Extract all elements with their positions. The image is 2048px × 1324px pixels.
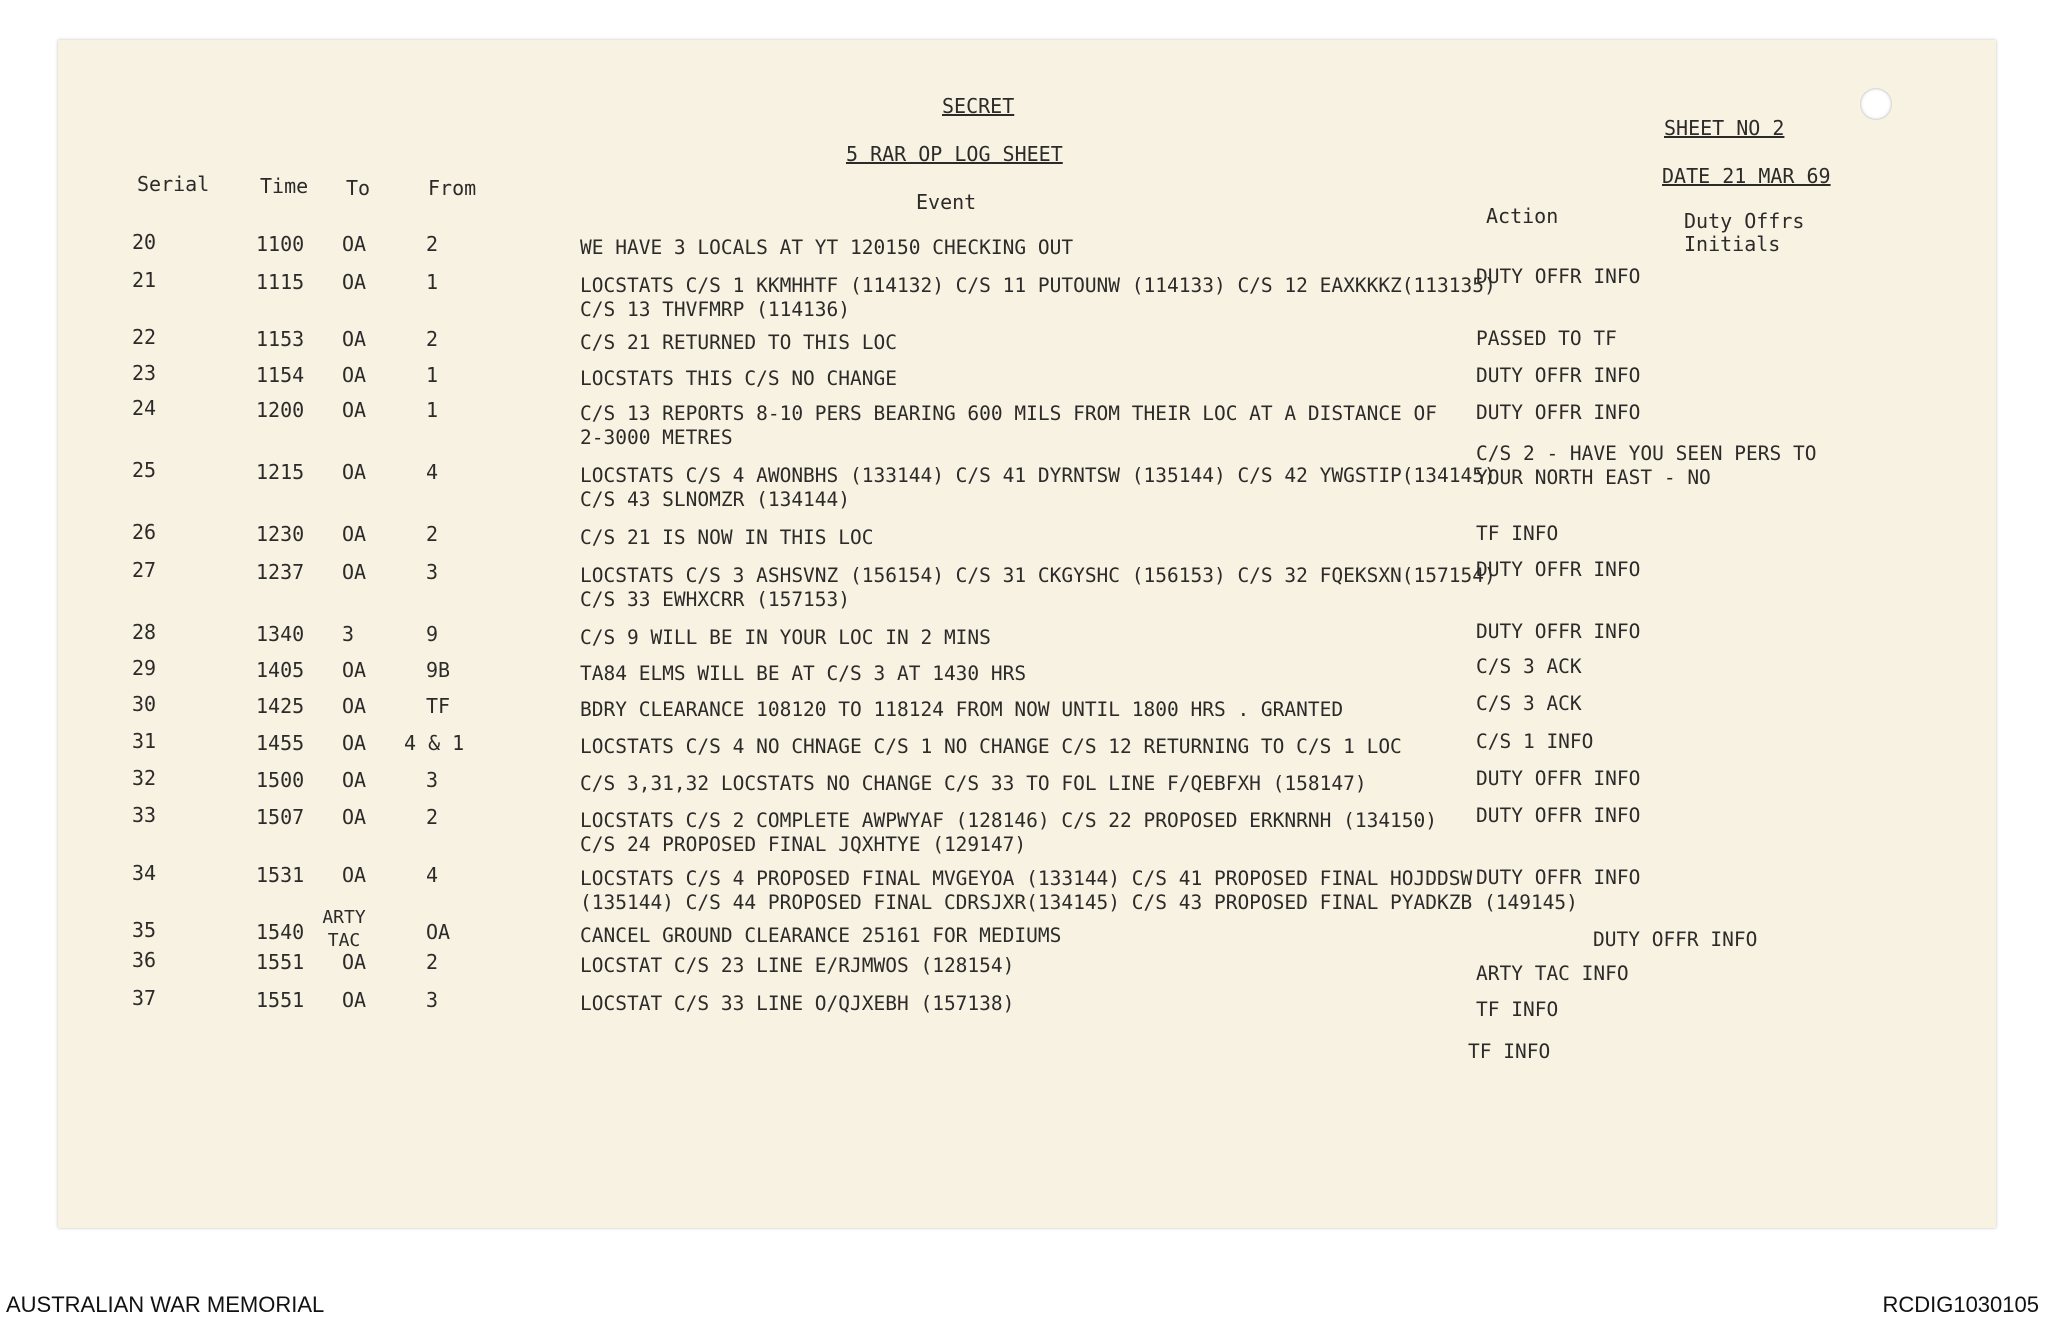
event-cell: LOCSTATS C/S 3 ASHSVNZ (156154) C/S 31 CKGYSHC (156153) C/S 32 FQEKSXN(157154) C/S 33 EWHXCRR (157153): [580, 564, 1496, 611]
to-cell: 3: [342, 622, 355, 646]
time-cell: 1455: [256, 731, 305, 755]
action-cell: DUTY OFFR INFO: [1476, 804, 1641, 827]
action-cell: DUTY OFFR INFO: [1476, 620, 1641, 643]
serial-cell: 30: [132, 692, 157, 716]
event-cell: LOCSTATS C/S 2 COMPLETE AWPWYAF (128146) C/S 22 PROPOSED ERKNRNH (134150) C/S 24 PROPOSED FINAL JQXHTYE (129147): [580, 809, 1438, 856]
time-cell: 1425: [256, 694, 305, 718]
from-cell: 1: [426, 363, 439, 387]
serial-cell: 21: [132, 268, 157, 292]
event-cell: LOCSTAT C/S 33 LINE O/QJXEBH (157138): [580, 992, 1015, 1015]
action-cell: PASSED TO TF: [1476, 327, 1617, 350]
event-cell: LOCSTATS C/S 4 PROPOSED FINAL MVGEYOA (133144) C/S 41 PROPOSED FINAL HOJDDSW (135144) C/S 44 PROPOSED FINAL CDRSJXR(134145) C/S 43 PROPOSED FINAL PYADKZB (149145): [580, 867, 1578, 914]
from-cell: 1: [426, 398, 439, 422]
trailing-action: TF INFO: [1468, 1040, 1551, 1063]
serial-cell: 33: [132, 803, 157, 827]
serial-cell: 20: [132, 230, 157, 254]
event-cell: C/S 21 RETURNED TO THIS LOC: [580, 331, 897, 354]
from-cell: 4 & 1: [404, 731, 465, 755]
page-title: 5 RAR OP LOG SHEET: [846, 142, 1063, 166]
sheet-date: DATE 21 MAR 69: [1662, 164, 1831, 188]
from-cell: 3: [426, 560, 439, 584]
event-cell: WE HAVE 3 LOCALS AT YT 120150 CHECKING OUT: [580, 236, 1074, 259]
serial-cell: 24: [132, 396, 157, 420]
serial-cell: 27: [132, 558, 157, 582]
action-cell: ARTY TAC INFO: [1476, 962, 1629, 985]
event-cell: LOCSTATS C/S 4 AWONBHS (133144) C/S 41 DYRNTSW (135144) C/S 42 YWGSTIP(134145) C/S 43 SLNOMZR (134144): [580, 464, 1496, 511]
serial-cell: 34: [132, 861, 157, 885]
serial-cell: 22: [132, 325, 157, 349]
time-cell: 1540: [256, 920, 305, 944]
time-cell: 1100: [256, 232, 305, 256]
action-cell: DUTY OFFR INFO: [1476, 558, 1641, 581]
time-cell: 1215: [256, 460, 305, 484]
log-sheet-page: [58, 40, 1996, 1228]
event-cell: LOCSTATS THIS C/S NO CHANGE: [580, 367, 897, 390]
time-cell: 1237: [256, 560, 305, 584]
to-cell: OA: [342, 522, 367, 546]
time-cell: 1115: [256, 270, 305, 294]
action-cell: C/S 3 ACK: [1476, 692, 1582, 715]
event-cell: C/S 9 WILL BE IN YOUR LOC IN 2 MINS: [580, 626, 991, 649]
serial-cell: 29: [132, 656, 157, 680]
to-cell: OA: [342, 863, 367, 887]
from-cell: OA: [426, 920, 451, 944]
time-cell: 1551: [256, 950, 305, 974]
time-cell: 1551: [256, 988, 305, 1012]
from-cell: 2: [426, 232, 439, 256]
serial-cell: 26: [132, 520, 157, 544]
action-cell: C/S 3 ACK: [1476, 655, 1582, 678]
event-cell: C/S 21 IS NOW IN THIS LOC: [580, 526, 874, 549]
from-cell: 2: [426, 327, 439, 351]
action-cell: DUTY OFFR INFO: [1476, 401, 1641, 424]
classification-label: SECRET: [942, 94, 1015, 118]
time-cell: 1500: [256, 768, 305, 792]
from-cell: 4: [426, 863, 439, 887]
action-cell: DUTY OFFR INFO: [1593, 928, 1758, 951]
time-cell: 1405: [256, 658, 305, 682]
time-cell: 1507: [256, 805, 305, 829]
to-cell: OA: [342, 768, 367, 792]
event-cell: C/S 3,31,32 LOCSTATS NO CHANGE C/S 33 TO FOL LINE F/QEBFXH (158147): [580, 772, 1367, 795]
from-cell: 3: [426, 768, 439, 792]
serial-cell: 35: [132, 918, 157, 942]
time-cell: 1531: [256, 863, 305, 887]
col-header-time: Time: [260, 174, 309, 198]
event-cell: LOCSTATS C/S 4 NO CHNAGE C/S 1 NO CHANGE C/S 12 RETURNING TO C/S 1 LOC: [580, 735, 1402, 758]
action-cell: TF INFO: [1476, 522, 1559, 545]
serial-cell: 36: [132, 948, 157, 972]
from-cell: 2: [426, 950, 439, 974]
col-header-serial: Serial: [137, 172, 210, 196]
to-cell: ARTY TAC: [322, 907, 366, 951]
serial-cell: 31: [132, 729, 157, 753]
from-cell: 4: [426, 460, 439, 484]
event-cell: BDRY CLEARANCE 108120 TO 118124 FROM NOW UNTIL 1800 HRS . GRANTED: [580, 698, 1344, 721]
to-cell: OA: [342, 805, 367, 829]
to-cell: OA: [342, 398, 367, 422]
serial-cell: 32: [132, 766, 157, 790]
to-cell: OA: [342, 232, 367, 256]
from-cell: 9: [426, 622, 439, 646]
from-cell: TF: [426, 694, 451, 718]
col-header-to: To: [346, 176, 371, 200]
action-cell: DUTY OFFR INFO: [1476, 866, 1641, 889]
to-cell: OA: [342, 327, 367, 351]
from-cell: 3: [426, 988, 439, 1012]
col-header-event: Event: [916, 190, 977, 214]
action-cell: DUTY OFFR INFO: [1476, 265, 1641, 288]
time-cell: 1154: [256, 363, 305, 387]
to-cell: OA: [342, 460, 367, 484]
action-cell: C/S 2 - HAVE YOU SEEN PERS TO YOUR NORTH EAST - NO: [1476, 442, 1817, 489]
sheet-number: SHEET NO 2: [1664, 116, 1785, 140]
to-cell: OA: [342, 988, 367, 1012]
serial-cell: 37: [132, 986, 157, 1010]
time-cell: 1200: [256, 398, 305, 422]
action-cell: DUTY OFFR INFO: [1476, 364, 1641, 387]
time-cell: 1230: [256, 522, 305, 546]
event-cell: TA84 ELMS WILL BE AT C/S 3 AT 1430 HRS: [580, 662, 1027, 685]
col-header-initials: Duty Offrs Initials: [1684, 209, 1805, 256]
footer-reference: RCDIG1030105: [1882, 1292, 2039, 1317]
col-header-action: Action: [1486, 204, 1559, 228]
from-cell: 1: [426, 270, 439, 294]
serial-cell: 28: [132, 620, 157, 644]
event-cell: C/S 13 REPORTS 8-10 PERS BEARING 600 MILS FROM THEIR LOC AT A DISTANCE OF 2-3000 METRES: [580, 402, 1438, 449]
to-cell: OA: [342, 270, 367, 294]
to-cell: OA: [342, 694, 367, 718]
from-cell: 9B: [426, 658, 451, 682]
action-cell: TF INFO: [1476, 998, 1559, 1021]
serial-cell: 23: [132, 361, 157, 385]
to-cell: OA: [342, 560, 367, 584]
event-cell: LOCSTATS C/S 1 KKMHHTF (114132) C/S 11 PUTOUNW (114133) C/S 12 EAXKKKZ(113135) C/S 13 THVFMRP (114136): [580, 274, 1496, 321]
time-cell: 1340: [256, 622, 305, 646]
to-cell: OA: [342, 658, 367, 682]
to-cell: OA: [342, 731, 367, 755]
from-cell: 2: [426, 805, 439, 829]
to-cell: OA: [342, 363, 367, 387]
from-cell: 2: [426, 522, 439, 546]
action-cell: DUTY OFFR INFO: [1476, 767, 1641, 790]
action-cell: C/S 1 INFO: [1476, 730, 1594, 753]
punch-hole: [1860, 88, 1892, 120]
event-cell: CANCEL GROUND CLEARANCE 25161 FOR MEDIUMS: [580, 924, 1062, 947]
col-header-from: From: [428, 176, 477, 200]
time-cell: 1153: [256, 327, 305, 351]
serial-cell: 25: [132, 458, 157, 482]
to-cell: OA: [342, 950, 367, 974]
event-cell: LOCSTAT C/S 23 LINE E/RJMWOS (128154): [580, 954, 1015, 977]
footer-credit: AUSTRALIAN WAR MEMORIAL: [6, 1292, 325, 1317]
